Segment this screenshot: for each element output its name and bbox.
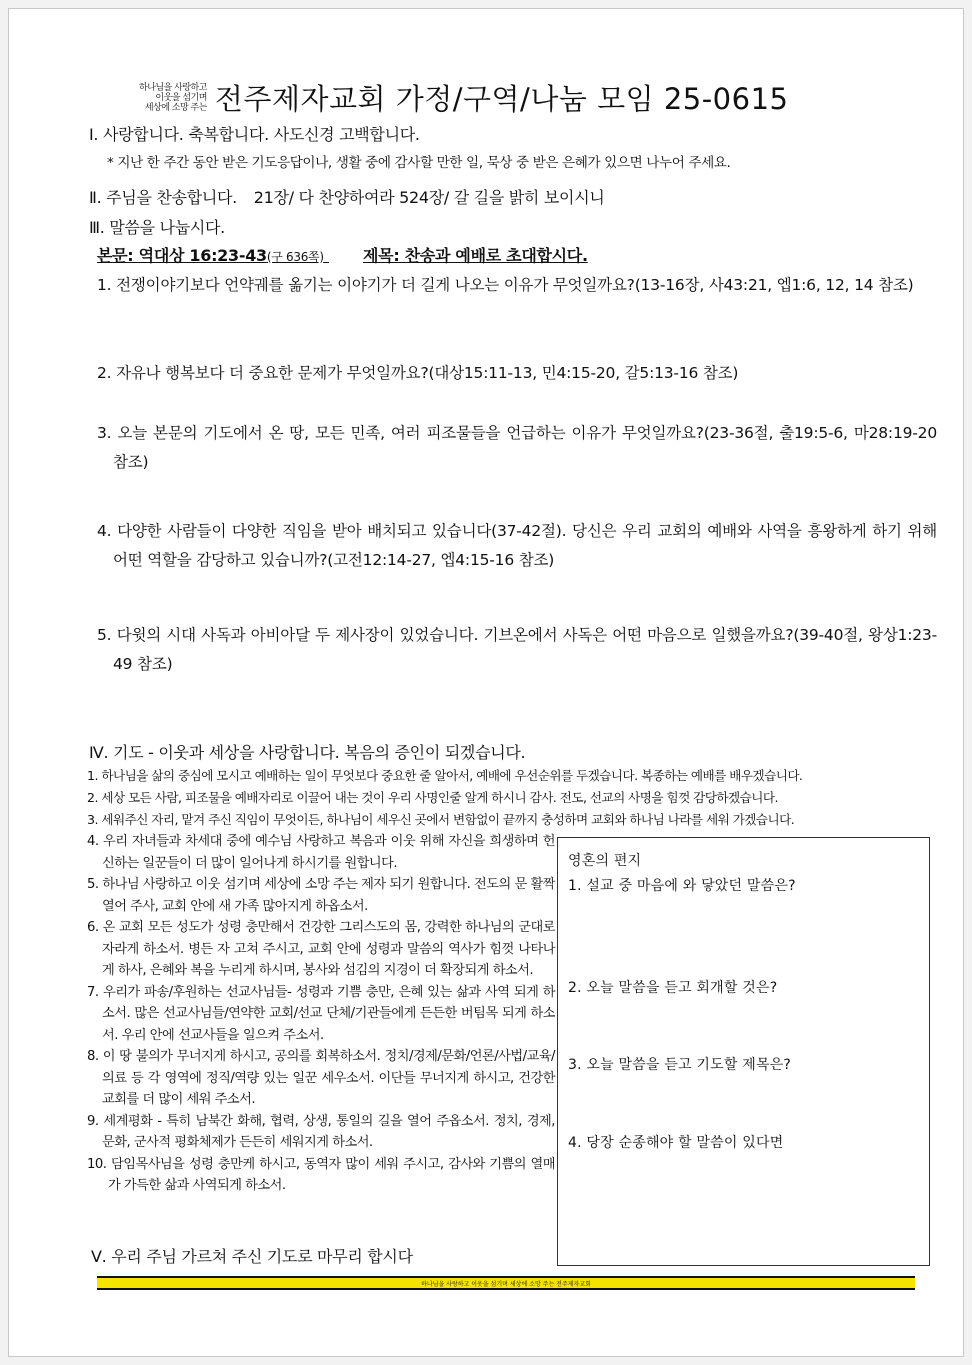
soul-letter-item-1: 1. 설교 중 마음에 와 닿았던 말씀은? [568,878,796,894]
church-motto [139,83,207,113]
soul-letter-item-4: 4. 당장 순종해야 할 말씀이 있다면 [568,1135,784,1151]
soul-letter-item-3: 3. 오늘 말씀을 듣고 기도할 제목은? [568,1057,792,1073]
question-number: 3. [97,424,112,442]
motto-line-3: 세상에 소망 주는 [144,102,207,113]
prayer-item-9: 9. 세계평화 - 특히 남북간 화해, 협력, 상생, 통일의 길을 열어 주옵소서. 정치, 경제, 문화, 군사적 평화체제가 든든히 세워지게 하소서. [87,1113,555,1150]
question-number: 5. [97,626,112,644]
header [139,77,788,118]
motto-line-1: 하나님을 사랑하고 [139,82,207,93]
scripture-line [97,243,588,266]
question-text: 오늘 본문의 기도에서 온 땅, 모든 민족, 여러 피조물들을 언급하는 이유가 무엇일까요?(23-36절, 출19:5-6, 마28:19-20 참조) [113,424,937,471]
question-5 [97,621,937,679]
section-1-heading: Ⅰ. 사랑합니다. 축복합니다. 사도신경 고백합니다. [89,125,420,144]
section-2-heading [89,185,605,208]
question-number: 2. [97,364,112,382]
prayer-item-10: 10. 담임목사님을 성령 충만케 하시고, 동역자 많이 세워 주시고, 감사와 기쁨의 열매가 가득한 삶과 사역되게 하소서. [87,1156,555,1193]
motto-line-2: 이웃을 섬기며 [155,92,207,103]
question-text: 전쟁이야기보다 언약궤를 옮기는 이야기가 더 길게 나오는 이유가 무엇일까요?(13-16장, 사43:21, 엡1:6, 12, 14 참조) [116,276,914,294]
footer-bar [97,1276,915,1290]
section-3-heading: Ⅲ. 말씀을 나눕시다. [89,218,225,237]
question-number: 4. [97,522,112,540]
prayer-item-1: 1. 하나님을 삶의 중심에 모시고 예배하는 일이 무엇보다 중요한 줄 알아서, 예배에 우선순위를 두겠습니다. 복종하는 예배를 배우겠습니다. [87,768,803,783]
bulletin-page [8,8,964,1357]
section-4-heading: Ⅳ. 기도 - 이웃과 세상을 사랑합니다. 복음의 증인이 되겠습니다. [89,743,526,762]
prayer-item-5: 5. 하나님 사랑하고 이웃 섬기며 세상에 소망 주는 제자 되기 원합니다. 전도의 문 활짝 열어 주사, 교회 안에 새 가족 많아지게 하옵소서. [87,877,555,914]
hymn-list: 21장/ 다 찬양하여라 524장/ 갈 길을 밝히 보이시니 [253,188,605,207]
question-text: 다윗의 시대 사독과 아비아달 두 제사장이 있었습니다. 기브온에서 사독은 어떤 마음으로 일했을까요?(39-40절, 왕상1:23-49 참조) [113,626,937,673]
soul-letter-item-2: 2. 오늘 말씀을 듣고 회개할 것은? [568,980,778,996]
prayer-item-4: 4. 우리 자녀들과 차세대 중에 예수님 사랑하고 복음과 이웃 위해 자신을 희생하며 헌신하는 일꾼들이 더 많이 일어나게 하시기를 원합니다. [87,834,555,871]
sermon-title: 제목: 찬송과 예배로 초대합시다. [363,246,588,265]
footer-text: 하나님을 사랑하고 이웃을 섬기며 세상에 소망 주는 전주제자교회 [421,1280,591,1288]
soul-letter-box [557,837,930,1266]
soul-letter-title: 영혼의 편지 [568,853,642,869]
prayer-item-8: 8. 이 땅 불의가 무너지게 하시고, 공의를 회복하소서. 정치/경제/문화/언론/사법/교육/의료 등 각 영역에 정직/역량 있는 일꾼 세우소서. 이단들 무너지게 하시고, 건강한 교회를 더 많이 세워 주소서. [87,1049,555,1107]
prayer-item-3: 3. 세워주신 자리, 맡겨 주신 직임이 무엇이든, 하나님이 세우신 곳에서 변함없이 끝까지 충성하며 교회와 하나님 나라를 세워 가겠습니다. [87,812,795,827]
question-text: 다양한 사람들이 다양한 직임을 받아 배치되고 있습니다(37-42절). 당신은 우리 교회의 예배와 사역을 흥왕하게 하기 위해 어떤 역할을 감당하고 있습니까?(고전12:14-27, 엡4:15-16 참조) [113,522,938,569]
question-2 [97,359,937,388]
prayer-item-2: 2. 세상 모든 사람, 피조물을 예배자리로 이끌어 내는 것이 우리 사명인줄 알게 하시니 감사. 전도, 선교의 사명을 힘껏 감당하겠습니다. [87,790,778,805]
scripture-text: 본문: 역대상 16:23-43 [97,246,267,265]
prayer-item-7: 7. 우리가 파송/후원하는 선교사님들- 성령과 기쁨 충만, 은혜 있는 삶과 사역 되게 하소서. 많은 선교사님들/연약한 교회/선교 단체/기관들에게 든든한 버팀목 되게 하소서. 우리 안에 선교사들을 일으켜 주소서. [87,984,555,1043]
question-text: 자유나 행복보다 더 중요한 문제가 무엇일까요?(대상15:11-13, 민4:15-20, 갈5:13-16 참조) [116,364,739,382]
question-number: 1. [97,276,112,294]
question-3 [97,419,937,477]
section-5-heading: Ⅴ. 우리 주님 가르쳐 주신 기도로 마무리 합시다 [91,1247,413,1266]
section-2-title: Ⅱ. 주님을 찬송합니다. [89,188,237,207]
scripture-reference [97,246,329,265]
prayer-list-left [87,831,555,1197]
section-1-note: * 지난 한 주간 동안 받은 기도응답이나, 생활 중에 감사할 만한 일, 묵상 중 받은 은혜가 있으면 나누어 주세요. [107,155,731,171]
question-1 [87,271,937,300]
page-title: 전주제자교회 가정/구역/나눔 모임 25-0615 [214,82,789,116]
question-4 [97,517,937,575]
scripture-page: (구 636쪽) [266,250,324,264]
prayer-item-6: 6. 온 교회 모든 성도가 성령 충만해서 건강한 그리스도의 몸, 강력한 하나님의 군대로 자라게 하소서. 병든 자 고쳐 주시고, 교회 안에 성령과 말씀의 역사가 힘껏 나타나게 하사, 은혜와 복을 누리게 하시며, 봉사와 섬김의 지경이 더 확장되게 하소서. [87,920,555,978]
